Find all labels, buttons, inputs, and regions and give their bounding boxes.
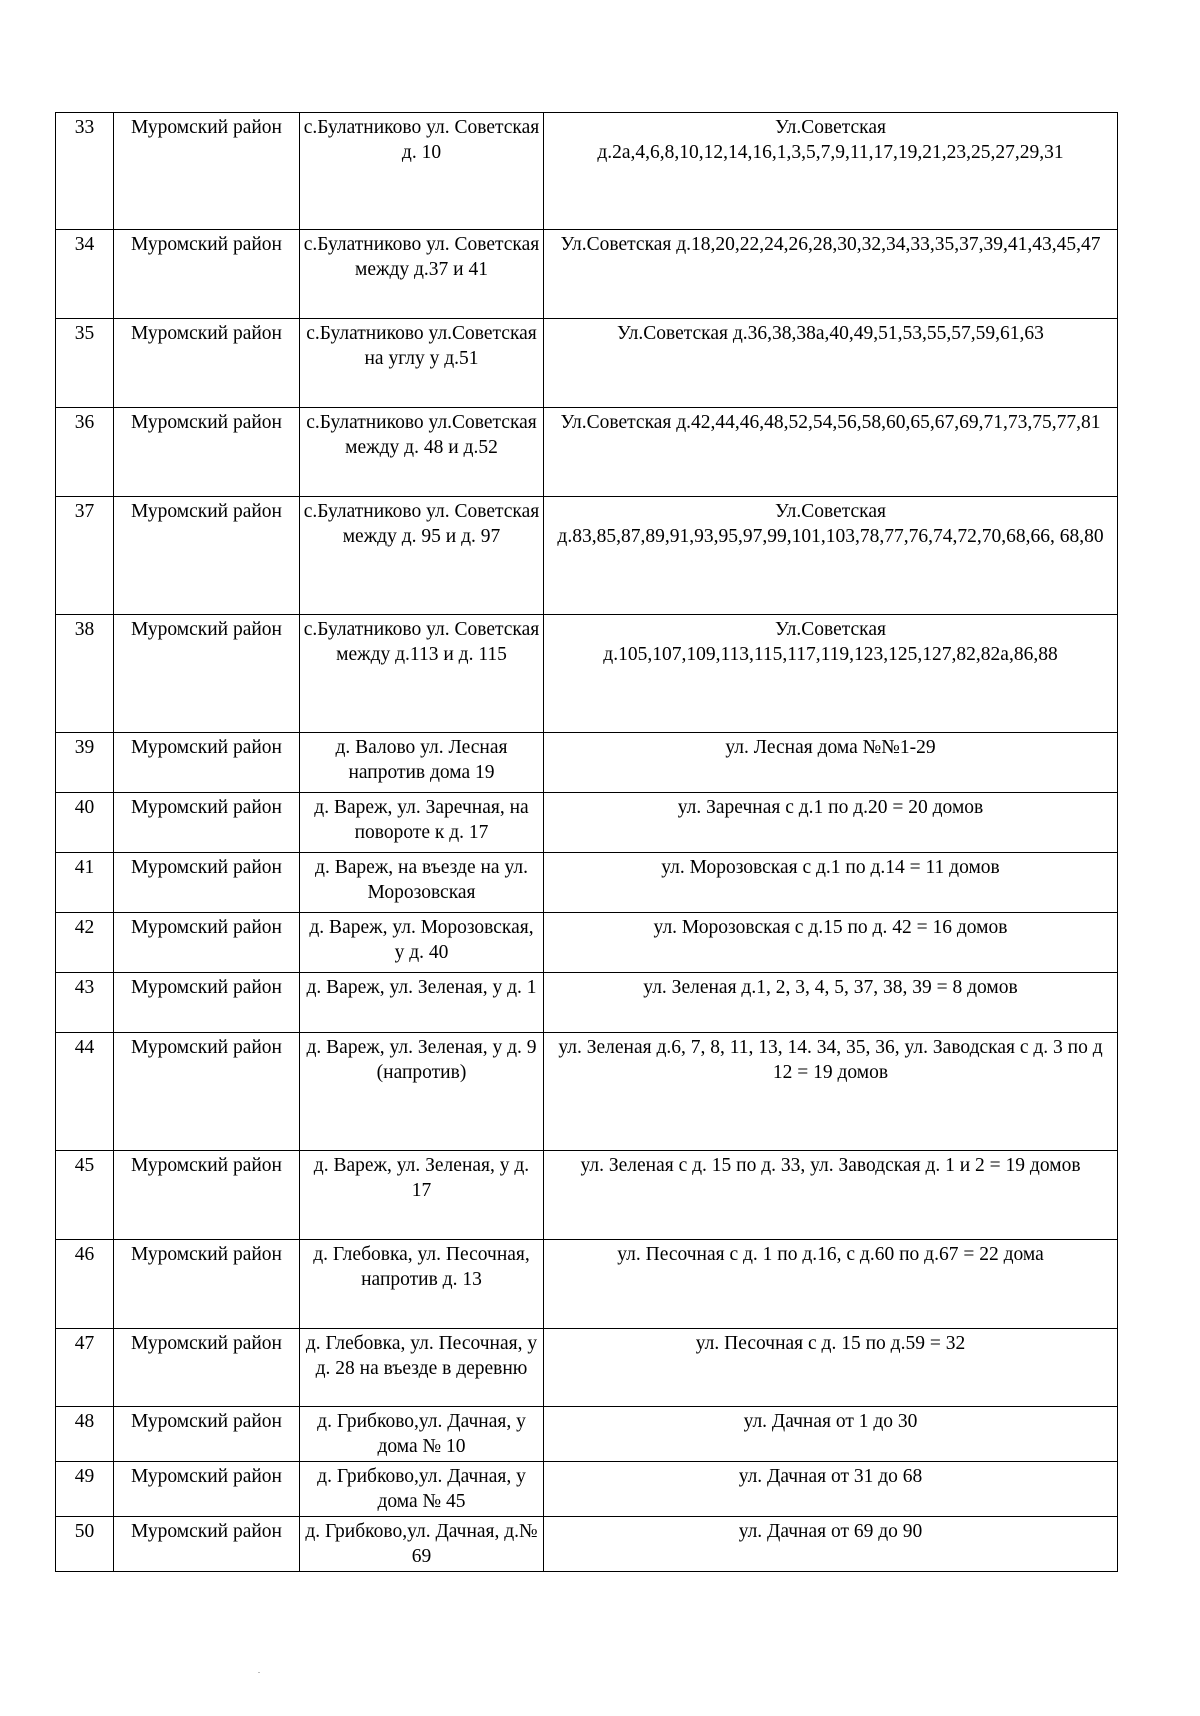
document-page [55, 112, 1117, 1572]
row-number: 34 [56, 230, 114, 319]
district-cell: Муромский район [114, 408, 300, 497]
container-sites-table [55, 112, 1118, 1572]
location-cell: с.Булатниково ул.Советская между д. 48 и д.52 [300, 408, 544, 497]
row-number: 47 [56, 1329, 114, 1407]
table-row [56, 230, 1118, 319]
houses-cell: ул. Песочная с д. 1 по д.16, с д.60 по д.67 = 22 дома [544, 1240, 1118, 1329]
location-cell: с.Булатниково ул. Советская между д.37 и 41 [300, 230, 544, 319]
row-number: 33 [56, 113, 114, 230]
table-row [56, 1462, 1118, 1517]
table-row [56, 913, 1118, 973]
houses-cell: ул. Дачная от 31 до 68 [544, 1462, 1118, 1517]
table-row [56, 973, 1118, 1033]
row-number: 39 [56, 733, 114, 793]
row-number: 38 [56, 615, 114, 733]
location-cell: с.Булатниково ул. Советская д. 10 [300, 113, 544, 230]
houses-cell: ул. Зеленая д.6, 7, 8, 11, 13, 14. 34, 35, 36, ул. Заводская с д. 3 по д 12 = 19 домов [544, 1033, 1118, 1151]
scan-speck [258, 1672, 260, 1673]
location-cell: д. Вареж, ул. Заречная, на повороте к д. 17 [300, 793, 544, 853]
location-cell: д. Вареж, ул. Зеленая, у д. 1 [300, 973, 544, 1033]
row-number: 45 [56, 1151, 114, 1240]
houses-cell: ул. Лесная дома №№1-29 [544, 733, 1118, 793]
table-row [56, 1407, 1118, 1462]
row-number: 40 [56, 793, 114, 853]
table-row [56, 1151, 1118, 1240]
district-cell: Муромский район [114, 913, 300, 973]
district-cell: Муромский район [114, 973, 300, 1033]
location-cell: с.Булатниково ул.Советская на углу у д.51 [300, 319, 544, 408]
houses-cell: ул. Зеленая д.1, 2, 3, 4, 5, 37, 38, 39 = 8 домов [544, 973, 1118, 1033]
houses-cell: Ул.Советская д.18,20,22,24,26,28,30,32,34,33,35,37,39,41,43,45,47 [544, 230, 1118, 319]
row-number: 43 [56, 973, 114, 1033]
table-row [56, 1329, 1118, 1407]
table-row [56, 853, 1118, 913]
location-cell: д. Вареж, ул. Зеленая, у д. 9 (напротив) [300, 1033, 544, 1151]
table-body [56, 113, 1118, 1572]
district-cell: Муромский район [114, 733, 300, 793]
houses-cell: ул. Дачная от 69 до 90 [544, 1517, 1118, 1572]
district-cell: Муромский район [114, 1329, 300, 1407]
table-row [56, 113, 1118, 230]
location-cell: д. Вареж, ул. Морозовская, у д. 40 [300, 913, 544, 973]
location-cell: д. Валово ул. Лесная напротив дома 19 [300, 733, 544, 793]
houses-cell: ул. Зеленая с д. 15 по д. 33, ул. Заводская д. 1 и 2 = 19 домов [544, 1151, 1118, 1240]
row-number: 44 [56, 1033, 114, 1151]
district-cell: Муромский район [114, 1517, 300, 1572]
row-number: 36 [56, 408, 114, 497]
table-row [56, 319, 1118, 408]
table-row [56, 1517, 1118, 1572]
district-cell: Муромский район [114, 319, 300, 408]
houses-cell: Ул.Советская д.83,85,87,89,91,93,95,97,99,101,103,78,77,76,74,72,70,68,66, 68,80 [544, 497, 1118, 615]
district-cell: Муромский район [114, 497, 300, 615]
row-number: 49 [56, 1462, 114, 1517]
table-row [56, 793, 1118, 853]
district-cell: Муромский район [114, 113, 300, 230]
houses-cell: Ул.Советская д.105,107,109,113,115,117,119,123,125,127,82,82а,86,88 [544, 615, 1118, 733]
row-number: 42 [56, 913, 114, 973]
location-cell: д. Грибково,ул. Дачная, у дома № 45 [300, 1462, 544, 1517]
location-cell: с.Булатниково ул. Советская между д.113 и д. 115 [300, 615, 544, 733]
houses-cell: ул. Морозовская с д.1 по д.14 = 11 домов [544, 853, 1118, 913]
houses-cell: ул. Морозовская с д.15 по д. 42 = 16 домов [544, 913, 1118, 973]
row-number: 46 [56, 1240, 114, 1329]
table-row [56, 497, 1118, 615]
row-number: 48 [56, 1407, 114, 1462]
table-row [56, 408, 1118, 497]
row-number: 37 [56, 497, 114, 615]
district-cell: Муромский район [114, 1033, 300, 1151]
location-cell: д. Грибково,ул. Дачная, у дома № 10 [300, 1407, 544, 1462]
district-cell: Муромский район [114, 230, 300, 319]
row-number: 41 [56, 853, 114, 913]
location-cell: д. Глебовка, ул. Песочная, у д. 28 на въезде в деревню [300, 1329, 544, 1407]
district-cell: Муромский район [114, 853, 300, 913]
houses-cell: Ул.Советская д.42,44,46,48,52,54,56,58,60,65,67,69,71,73,75,77,81 [544, 408, 1118, 497]
table-row [56, 1240, 1118, 1329]
houses-cell: ул. Дачная от 1 до 30 [544, 1407, 1118, 1462]
row-number: 35 [56, 319, 114, 408]
houses-cell: Ул.Советская д.2а,4,6,8,10,12,14,16,1,3,5,7,9,11,17,19,21,23,25,27,29,31 [544, 113, 1118, 230]
table-row [56, 1033, 1118, 1151]
location-cell: д. Вареж, на въезде на ул. Морозовская [300, 853, 544, 913]
houses-cell: ул. Заречная с д.1 по д.20 = 20 домов [544, 793, 1118, 853]
location-cell: с.Булатниково ул. Советская между д. 95 и д. 97 [300, 497, 544, 615]
district-cell: Муромский район [114, 1462, 300, 1517]
houses-cell: Ул.Советская д.36,38,38а,40,49,51,53,55,57,59,61,63 [544, 319, 1118, 408]
location-cell: д. Глебовка, ул. Песочная, напротив д. 13 [300, 1240, 544, 1329]
district-cell: Муромский район [114, 793, 300, 853]
table-row [56, 615, 1118, 733]
location-cell: д. Грибково,ул. Дачная, д.№ 69 [300, 1517, 544, 1572]
location-cell: д. Вареж, ул. Зеленая, у д. 17 [300, 1151, 544, 1240]
houses-cell: ул. Песочная с д. 15 по д.59 = 32 [544, 1329, 1118, 1407]
table-row [56, 733, 1118, 793]
district-cell: Муромский район [114, 1240, 300, 1329]
district-cell: Муромский район [114, 1151, 300, 1240]
row-number: 50 [56, 1517, 114, 1572]
district-cell: Муромский район [114, 1407, 300, 1462]
district-cell: Муромский район [114, 615, 300, 733]
